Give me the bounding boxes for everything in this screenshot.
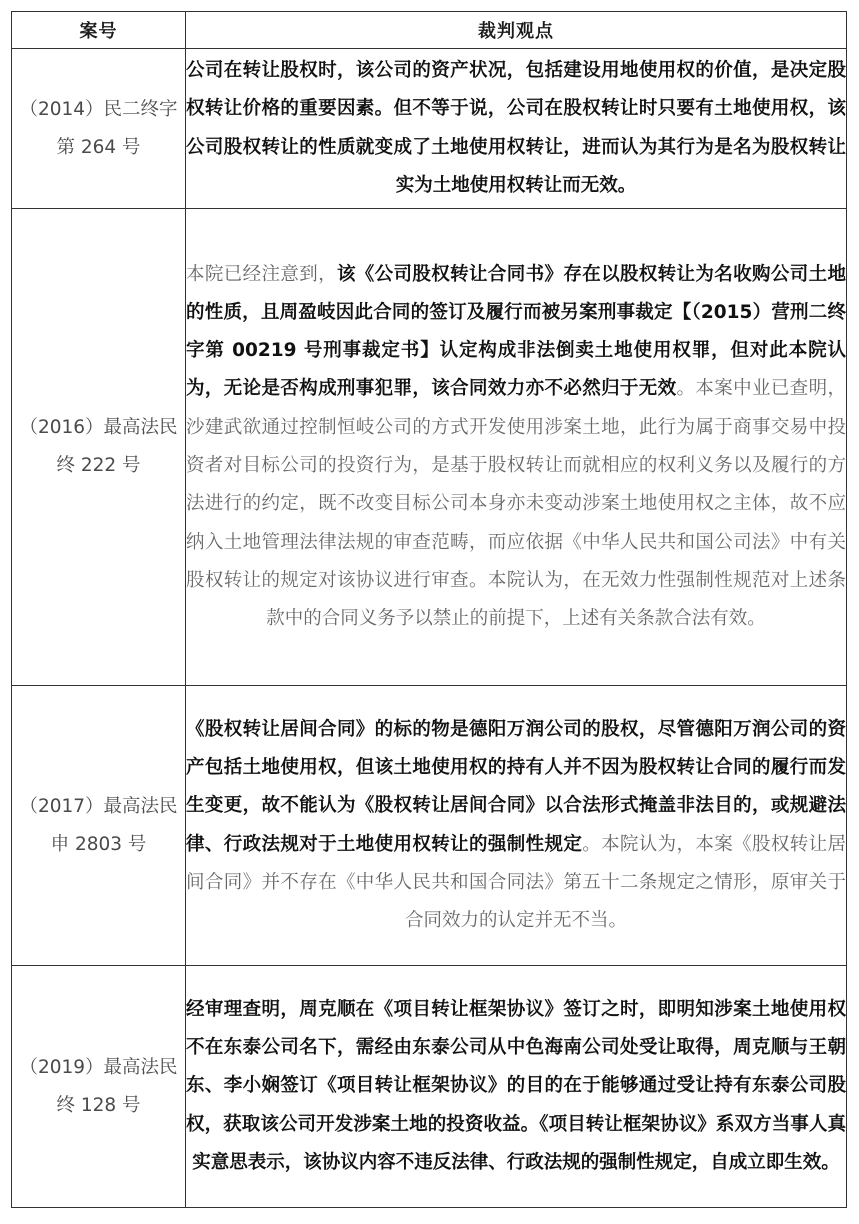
opinion-segment: 公司在转让股权时，该公司的资产状况，包括建设用地使用权的价值，是决定股权转让价格的重要因素。但不等于说，公司在股权转让时只要有土地使用权，该公司股权转让的性质就变成了土地使用权转让，进而认为其行为是名为股权转让实为土地使用权转让而无效。 [186, 59, 846, 196]
case-number: （2016）最高法民终 222 号 [12, 209, 186, 686]
opinion-text [186, 209, 847, 686]
table-row [12, 209, 847, 686]
opinion-segment: 该《公司股权转让合同书》存在以股权转让为名收购公司土地的性质，且周盈岐因此合同的签订及履行而被另案刑事裁定【（2015）营刑二终字第 00219 号刑事裁定书】认定构成非法倒卖土地使用权罪，但对此本院认为，无论是否构成刑事犯罪，该合同效力亦不必然归于无效 [186, 263, 846, 400]
table-row [12, 49, 847, 209]
case-number: （2017）最高法民申 2803 号 [12, 686, 186, 966]
header-opinion: 裁判观点 [186, 12, 847, 49]
opinion-segment: 。本院认为，本案《股权转让居间合同》并不存在《中华人民共和国合同法》第五十二条规定之情形，原审关于合同效力的认定并无不当。 [186, 833, 846, 932]
case-number: （2019）最高法民终 128 号 [12, 966, 186, 1208]
opinion-text [186, 686, 847, 966]
opinion-text [186, 966, 847, 1208]
table-row [12, 966, 847, 1208]
case-number: （2014）民二终字第 264 号 [12, 49, 186, 209]
table-row [12, 686, 847, 966]
header-case-no: 案号 [12, 12, 186, 49]
judgment-table [11, 11, 847, 1208]
opinion-segment: 本院已经注意到， [186, 263, 337, 285]
opinion-text [186, 49, 847, 209]
opinion-segment: 经审理查明，周克顺在《项目转让框架协议》签订之时，即明知涉案土地使用权不在东泰公司名下，需经由东泰公司从中色海南公司处受让取得，周克顺与王朝东、李小娴签订《项目转让框架协议》的目的在于能够通过受让持有东泰公司股权，获取该公司开发涉案土地的投资收益。《项目转让框架协议》系双方当事人真实意思表示，该协议内容不违反法律、行政法规的强制性规定，自成立即生效。 [186, 998, 846, 1173]
opinion-segment: 《股权转让居间合同》的标的物是德阳万润公司的股权，尽管德阳万润公司的资产包括土地使用权，但该土地使用权的持有人并不因为股权转让合同的履行而发生变更，故不能认为《股权转让居间合同》以合法形式掩盖非法目的，或规避法律、行政法规对于土地使用权转让的强制性规定 [186, 718, 846, 855]
table-header-row [12, 12, 847, 49]
opinion-segment: 。本案中业已查明，沙建武欲通过控制恒岐公司的方式开发使用涉案土地，此行为属于商事交易中投资者对目标公司的投资行为，是基于股权转让而就相应的权利义务以及履行的方法进行的约定，既不改变目标公司本身亦未变动涉案土地使用权之主体，故不应纳入土地管理法律法规的审查范畴，而应依据《中华人民共和国公司法》中有关股权转让的规定对该协议进行审查。本院认为，在无效力性强制性规范对上述条款中的合同义务予以禁止的前提下，上述有关条款合法有效。 [186, 378, 846, 630]
